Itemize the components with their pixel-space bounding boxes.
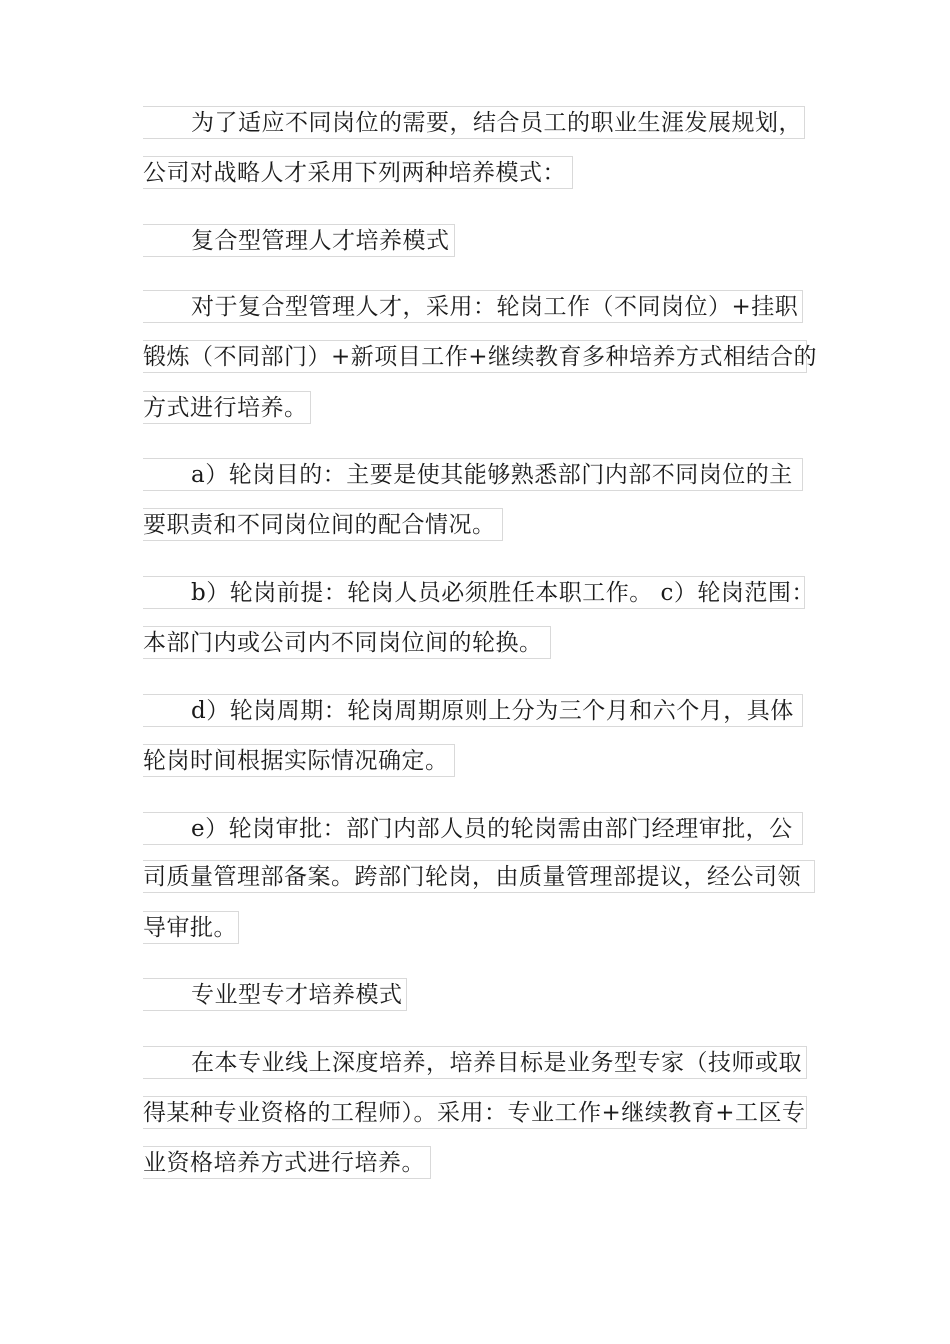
text-line: a）轮岗目的：主要是使其能够熟悉部门内部不同岗位的主 bbox=[143, 458, 803, 491]
text-line: 要职责和不同岗位间的配合情况。 bbox=[143, 508, 503, 541]
text-line: 锻炼（不同部门）+新项目工作+继续教育多种培养方式相结合的 bbox=[143, 340, 807, 373]
text-line: 对于复合型管理人才，采用：轮岗工作（不同岗位）+挂职 bbox=[143, 290, 803, 323]
text-line: 导审批。 bbox=[143, 911, 239, 944]
text-line: d）轮岗周期：轮岗周期原则上分为三个月和六个月，具体 bbox=[143, 694, 803, 727]
text-line: 得某种专业资格的工程师）。采用：专业工作+继续教育+工区专 bbox=[143, 1096, 807, 1129]
text-line: e）轮岗审批：部门内部人员的轮岗需由部门经理审批，公 bbox=[143, 812, 803, 845]
text-line: b）轮岗前提：轮岗人员必须胜任本职工作。 c）轮岗范围： bbox=[143, 576, 805, 609]
section-heading: 复合型管理人才培养模式 bbox=[143, 224, 455, 257]
text-line: 在本专业线上深度培养，培养目标是业务型专家（技师或取 bbox=[143, 1046, 807, 1079]
text-line: 为了适应不同岗位的需要，结合员工的职业生涯发展规划， bbox=[143, 106, 805, 139]
text-line: 司质量管理部备案。跨部门轮岗，由质量管理部提议，经公司领 bbox=[143, 860, 815, 893]
text-line: 公司对战略人才采用下列两种培养模式： bbox=[143, 156, 573, 189]
section-heading: 专业型专才培养模式 bbox=[143, 978, 407, 1011]
text-line: 本部门内或公司内不同岗位间的轮换。 bbox=[143, 626, 551, 659]
text-line: 业资格培养方式进行培养。 bbox=[143, 1146, 431, 1179]
text-line: 方式进行培养。 bbox=[143, 391, 311, 424]
text-line: 轮岗时间根据实际情况确定。 bbox=[143, 744, 455, 777]
